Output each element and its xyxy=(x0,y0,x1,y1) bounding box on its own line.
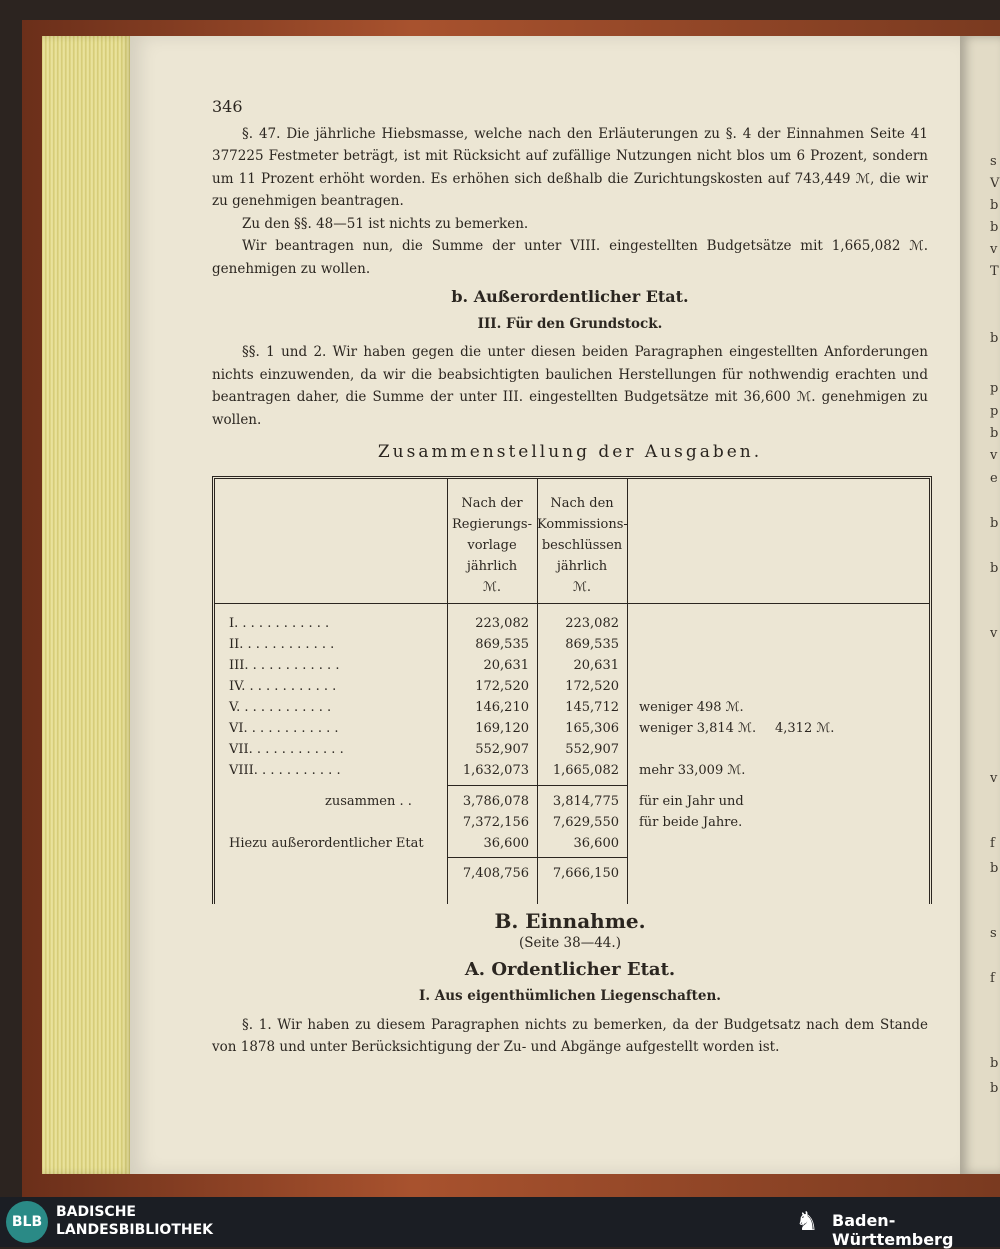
sum-rule xyxy=(447,785,627,786)
bw-coat-of-arms-icon: ♞ xyxy=(795,1207,819,1237)
facing-page-edge: s V b b v T b p p b v e b b v v f b s f b b xyxy=(960,36,1000,1174)
heading-ausserordentlicher-etat: b. Außerordentlicher Etat. xyxy=(451,287,689,306)
expenses-table xyxy=(212,476,932,904)
page-content xyxy=(212,96,928,1059)
zusammen-row: zusammen . . 3,786,078 3,814,775 für ein Jahr und xyxy=(325,793,744,809)
heading-ordentlicher-etat: A. Ordentlicher Etat. xyxy=(464,958,676,980)
table-row: IV. . . . . . . . . . . . 172,520 172,520 xyxy=(229,678,619,694)
paragraph-antrag: Wir beantragen nun, die Summe der unter VIII. eingestellten Budgetsätze mit 1,665,082 ℳ. genehmigen zu wollen. xyxy=(212,238,928,277)
header-kommissionsbeschluesse: Nach den Kommissions- beschlüssen jährlich ℳ. xyxy=(537,495,628,595)
bw-name[interactable]: Baden-Württemberg xyxy=(832,1211,954,1249)
table-row: III. . . . . . . . . . . . 20,631 20,631 xyxy=(229,657,619,673)
table-row: VI. . . . . . . . . . . . 169,120 165,306 weniger 3,814 ℳ. 4,312 ℳ. xyxy=(229,720,835,736)
blb-name[interactable]: BADISCHE LANDESBIBLIOTHEK xyxy=(56,1204,214,1238)
page-number: 346 xyxy=(212,97,243,116)
header-regierungsvorlage: Nach der Regierungs- vorlage jährlich ℳ. xyxy=(452,495,532,595)
heading-zusammenstellung: Zusammenstellung der Ausgaben. xyxy=(377,442,763,462)
blb-logo[interactable]: BLB xyxy=(6,1201,48,1243)
footer-bar xyxy=(0,1197,1000,1247)
beide-jahre-row: 7,372,156 7,629,550 für beide Jahre. xyxy=(462,814,743,830)
heading-einnahme: B. Einnahme. xyxy=(494,908,646,933)
heading-seite: (Seite 38—44.) xyxy=(519,935,621,951)
document-page xyxy=(130,36,962,1174)
table-row: V. . . . . . . . . . . . 146,210 145,712 weniger 498 ℳ. xyxy=(229,699,744,715)
total-row: 7,408,756 7,666,150 xyxy=(462,865,619,881)
header-divider xyxy=(215,603,929,604)
table-row: VII. . . . . . . . . . . . 552,907 552,907 xyxy=(229,741,619,757)
heading-grundstock: III. Für den Grundstock. xyxy=(477,315,663,332)
paragraph-47: §. 47. Die jährliche Hiebsmasse, welche nach den Erläuterungen zu §. 4 der Einnahmen Seite 41 377225 Festmeter beträgt, ist mit Rücksicht auf zufällige Nutzungen nicht blos um 6 Prozent, sondern um 11 Prozent erhöht worden. Es erhöhen sich deßhalb die Zurichtungskosten auf 743,449 ℳ, die wir zu genehmigen beantragen. xyxy=(212,125,928,209)
table-row: I. . . . . . . . . . . . 223,082 223,082 xyxy=(229,615,619,631)
paragraph-1-2: §§. 1 und 2. Wir haben gegen die unter diesen beiden Paragraphen eingestellten Anforderungen nichts einzuwenden, da wir die beabsichtigten baulichen Herstellungen für nothwendig erachten und beantragen daher, die Summe der unter III. eingestellten Budgetsätze mit 36,600 ℳ. genehmigen zu wollen. xyxy=(212,344,928,428)
total-rule xyxy=(447,857,627,858)
heading-liegenschaften: I. Aus eigenthümlichen Liegenschaften. xyxy=(419,988,721,1004)
table-row: II. . . . . . . . . . . . 869,535 869,535 xyxy=(229,636,619,652)
hiezu-row: Hiezu außerordentlicher Etat 36,600 36,600 xyxy=(229,835,619,851)
paragraph-1: §. 1. Wir haben zu diesem Paragraphen nichts zu bemerken, da der Budgetsatz nach dem Stande von 1878 und unter Berücksichtigung der Zu- und Abgänge aufgestellt worden ist. xyxy=(212,1016,928,1055)
table-row: VIII. . . . . . . . . . . 1,632,073 1,665,082 mehr 33,009 ℳ. xyxy=(229,762,746,778)
page-edges xyxy=(42,36,134,1174)
paragraph-48-51: Zu den §§. 48—51 ist nichts zu bemerken. xyxy=(242,215,529,232)
